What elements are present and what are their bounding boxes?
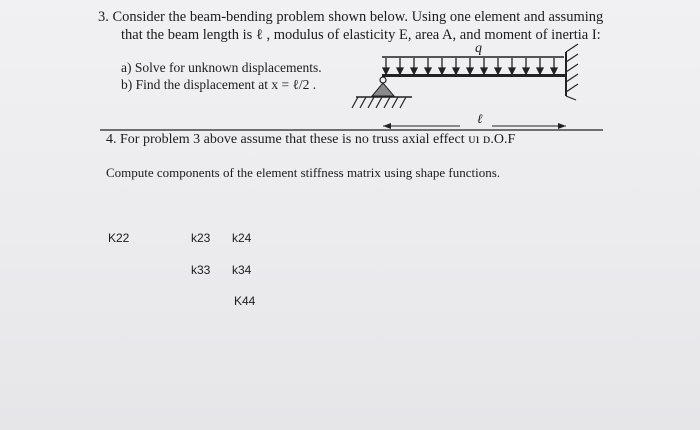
ground-hatch [352, 97, 406, 108]
length-label: ℓ [477, 111, 483, 126]
beam [382, 74, 566, 77]
stiffness-k34: k34 [232, 263, 252, 277]
problem-3-item-b: b) Find the displacement at x = ℓ/2 . [121, 77, 317, 92]
problem-3-item-a: a) Solve for unknown displacements. [121, 60, 322, 75]
problem-4-line-2: Compute components of the element stiffness matrix using shape functions. [106, 165, 501, 180]
stiffness-k22: K22 [108, 231, 130, 245]
problem-3-line-1: 3. Consider the beam-bending problem shown below. Using one element and assuming [98, 9, 604, 25]
load-arrows [383, 58, 557, 74]
stiffness-k24: k24 [232, 231, 252, 245]
wall-hatch [566, 44, 578, 100]
pin-support [372, 83, 394, 96]
pin-joint [380, 77, 386, 83]
load-label: q [475, 41, 482, 56]
stiffness-k33: k33 [191, 263, 211, 277]
problem-3-line-2: that the beam length is ℓ , modulus of elasticity E, area A, and moment of inertia I: [121, 27, 601, 43]
problem-4-line-1: 4. For problem 3 above assume that these is no truss axial effect ᴜı ᴅ.O.F [106, 132, 516, 147]
stiffness-k44: K44 [234, 294, 256, 308]
stiffness-k23: k23 [191, 231, 211, 245]
